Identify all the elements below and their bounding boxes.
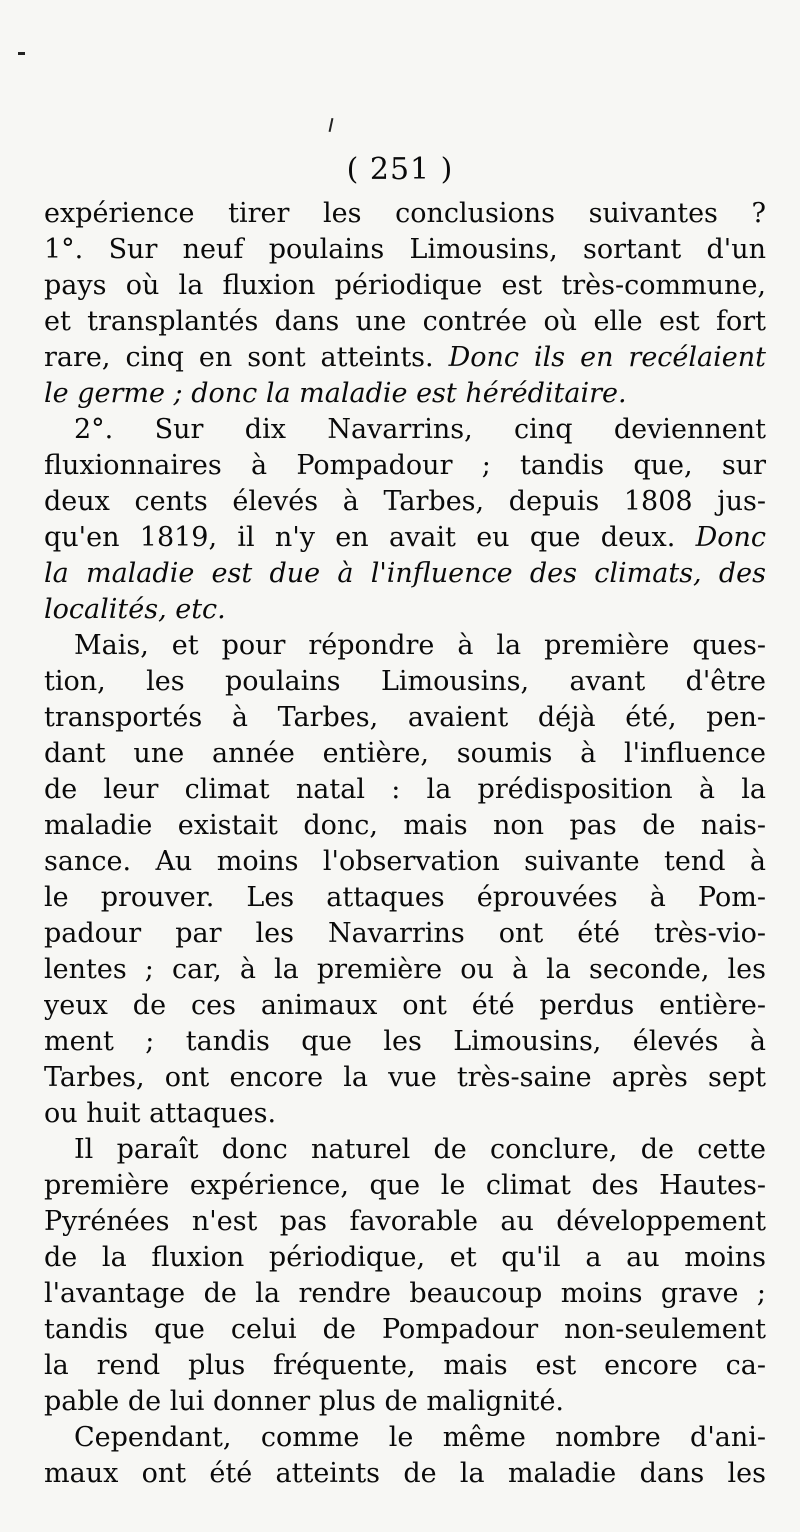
text-line (44, 232, 766, 268)
text-line (44, 1240, 766, 1276)
text-line-roman: dant une année entière, soumis à l'influence (44, 738, 766, 769)
text-line (44, 448, 766, 484)
text-line-italic: la maladie est due à l'influence des climats, des (44, 558, 766, 589)
text-line (44, 844, 766, 880)
text-line-roman: Il paraît donc naturel de conclure, de cette (74, 1134, 766, 1165)
text-line (44, 556, 766, 592)
body-text (44, 196, 766, 1492)
text-line-roman: maux ont été atteints de la maladie dans les (44, 1458, 766, 1489)
text-line (44, 952, 766, 988)
text-line-italic: localités, etc. (44, 594, 226, 625)
text-line (44, 268, 766, 304)
text-line (44, 412, 766, 448)
text-line-roman: tion, les poulains Limousins, avant d'être (44, 666, 766, 697)
text-line-roman: la rend plus fréquente, mais est encore ca- (44, 1350, 766, 1381)
text-line (44, 628, 766, 664)
scan-speck (329, 118, 334, 132)
text-line (44, 700, 766, 736)
text-line-roman: expérience tirer les conclusions suivantes ? (44, 198, 766, 229)
text-line (44, 340, 766, 376)
text-line (44, 808, 766, 844)
text-line (44, 304, 766, 340)
text-line (44, 916, 766, 952)
text-line-roman: 1°. Sur neuf poulains Limousins, sortant d'un (44, 234, 766, 265)
text-line-roman: Cependant, comme le même nombre d'ani- (74, 1422, 766, 1453)
text-line-roman: pays où la fluxion périodique est très-commune, (44, 270, 766, 301)
scan-speck (18, 52, 25, 55)
text-line-roman: Pyrénées n'est pas favorable au développement (44, 1206, 766, 1237)
text-line-roman: transportés à Tarbes, avaient déjà été, pen- (44, 702, 766, 733)
text-line (44, 1312, 766, 1348)
text-line (44, 664, 766, 700)
text-line (44, 772, 766, 808)
page-number: ( 251 ) (346, 152, 454, 187)
text-line-roman: Mais, et pour répondre à la première ques- (74, 630, 766, 661)
text-line (44, 196, 766, 232)
text-line (44, 1024, 766, 1060)
text-line-roman: ment ; tandis que les Limousins, élevés à (44, 1026, 766, 1057)
text-line (44, 376, 766, 412)
text-line-roman: sance. Au moins l'observation suivante tend à (44, 846, 766, 877)
text-line-roman: fluxionnaires à Pompadour ; tandis que, sur (44, 450, 766, 481)
text-line-roman: ou huit attaques. (44, 1098, 277, 1129)
text-line-roman: lentes ; car, à la première ou à la seconde, les (44, 954, 766, 985)
text-line-roman: yeux de ces animaux ont été perdus entière- (44, 990, 766, 1021)
text-line-italic: Donc (695, 522, 766, 553)
text-line-roman: deux cents élevés à Tarbes, depuis 1808 jus- (44, 486, 766, 517)
text-line (44, 736, 766, 772)
text-line (44, 880, 766, 916)
text-line-roman: de la fluxion périodique, et qu'il a au moins (44, 1242, 766, 1273)
text-line (44, 1384, 766, 1420)
text-line (44, 1132, 766, 1168)
text-line-roman: tandis que celui de Pompadour non-seulement (44, 1314, 766, 1345)
text-line (44, 592, 766, 628)
text-line-roman: le prouver. Les attaques éprouvées à Pom- (44, 882, 766, 913)
text-line (44, 1168, 766, 1204)
text-line (44, 484, 766, 520)
text-line (44, 1060, 766, 1096)
text-line (44, 1420, 766, 1456)
text-line (44, 520, 766, 556)
text-line-roman: padour par les Navarrins ont été très-vio- (44, 918, 766, 949)
text-line (44, 1456, 766, 1492)
text-line-roman: de leur climat natal : la prédisposition à la (44, 774, 766, 805)
text-line-roman: première expérience, que le climat des Hautes- (44, 1170, 766, 1201)
text-line-roman: pable de lui donner plus de malignité. (44, 1386, 565, 1417)
text-line (44, 988, 766, 1024)
text-line-roman: Tarbes, ont encore la vue très-saine après sept (44, 1062, 766, 1093)
text-line-roman: 2°. Sur dix Navarrins, cinq deviennent (74, 414, 766, 445)
text-line (44, 1276, 766, 1312)
text-line-roman: qu'en 1819, il n'y en avait eu que deux. (44, 522, 696, 553)
text-line-roman: et transplantés dans une contrée où elle est fort (44, 306, 766, 337)
text-line-roman: rare, cinq en sont atteints. (44, 342, 449, 373)
text-line-roman: l'avantage de la rendre beaucoup moins grave ; (44, 1278, 766, 1309)
text-line (44, 1096, 766, 1132)
text-line (44, 1348, 766, 1384)
text-line (44, 1204, 766, 1240)
text-line-italic: le germe ; donc la maladie est héréditaire. (44, 378, 627, 409)
text-line-roman: maladie existait donc, mais non pas de nais- (44, 810, 766, 841)
text-line-italic: Donc ils en recélaient (448, 342, 766, 373)
